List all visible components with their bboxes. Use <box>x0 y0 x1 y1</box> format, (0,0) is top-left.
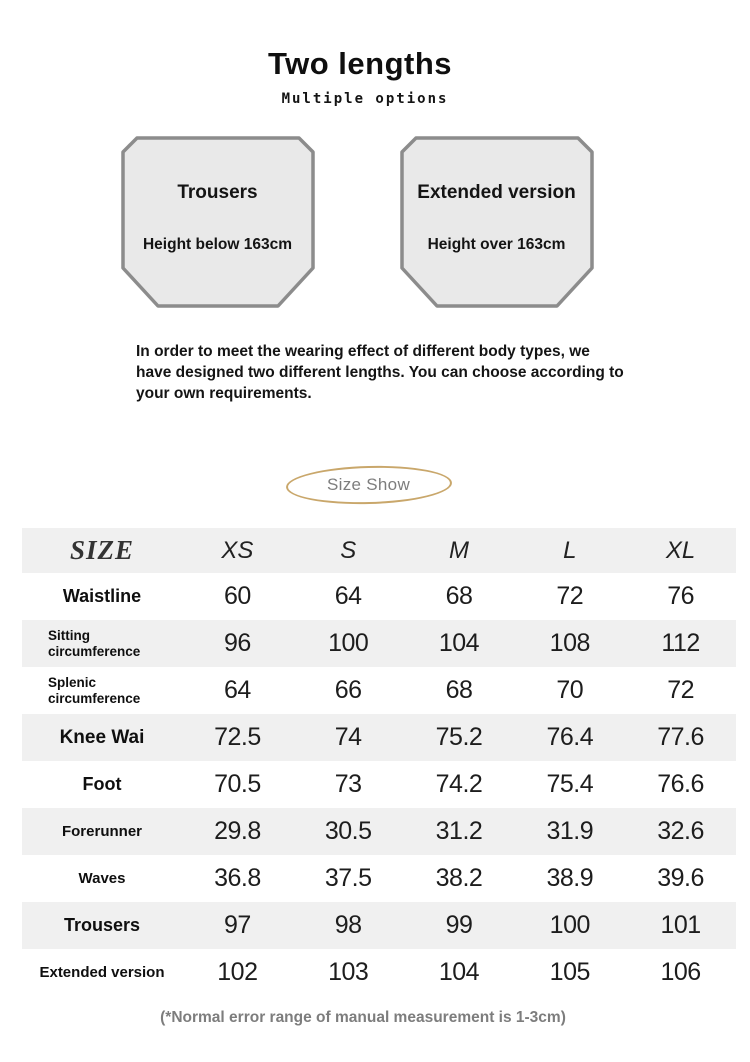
cell-value: 75.2 <box>435 723 483 751</box>
cell-value: 30.5 <box>324 817 372 845</box>
cell-value: 102 <box>217 958 258 986</box>
cell-value: 39.6 <box>657 864 704 892</box>
cell-value: 74 <box>334 723 362 751</box>
cell-value: 32.6 <box>657 817 704 845</box>
column-header-m: M <box>448 536 469 564</box>
page-title: Two lengths <box>267 46 453 81</box>
cell-value: 38.2 <box>435 864 483 892</box>
row-label: Sitting circumference <box>48 627 141 659</box>
cell-value: 75.4 <box>546 770 594 798</box>
cell-value: 103 <box>328 958 369 986</box>
row-label: Splenic circumference <box>48 674 141 706</box>
table-row-waves <box>22 855 736 902</box>
size-show-label: Size Show <box>327 475 411 494</box>
cell-value: 60 <box>223 582 251 610</box>
cell-value: 38.9 <box>546 864 594 892</box>
column-header-xs: XS <box>221 536 254 564</box>
cell-value: 72 <box>667 676 694 704</box>
cell-value: 31.9 <box>546 817 594 845</box>
cell-value: 105 <box>549 958 590 986</box>
cell-value: 108 <box>549 629 590 657</box>
row-label: Waves <box>78 869 126 887</box>
cell-value: 104 <box>438 958 480 986</box>
page-subtitle: Multiple options <box>281 91 449 107</box>
option-title: Trousers <box>177 182 258 203</box>
octagon-badge-icon <box>400 136 594 308</box>
cell-value: 77.6 <box>657 723 704 751</box>
column-header-xl: XL <box>665 536 696 564</box>
table-row-splenic-circumference <box>22 667 736 714</box>
column-header-l: L <box>563 536 577 564</box>
size-show-badge <box>286 464 453 506</box>
option-trousers <box>121 136 315 308</box>
cell-value: 29.8 <box>214 817 261 845</box>
table-row-sitting-circumference <box>22 620 736 667</box>
length-options <box>0 136 732 308</box>
measurement-footnote: (*Normal error range of manual measurement is 1-3cm) <box>160 1009 566 1026</box>
cell-value: 76.6 <box>657 770 704 798</box>
cell-value: 64 <box>334 582 362 610</box>
row-label: Knee Wai <box>59 726 145 748</box>
option-subtitle: Height over 163cm <box>427 236 566 253</box>
cell-value: 99 <box>445 911 473 939</box>
cell-value: 68 <box>445 676 473 704</box>
option-title: Extended version <box>417 182 576 203</box>
description-text: In order to meet the wearing effect of different body types, we have designed two different lengths. You can choose according to your own requirements. <box>136 343 624 402</box>
row-label: Extended version <box>39 963 165 981</box>
cell-value: 64 <box>223 676 251 704</box>
size-header-label: SIZE <box>69 535 135 565</box>
table-row-forerunner <box>22 808 736 855</box>
cell-value: 70 <box>556 676 584 704</box>
cell-value: 76.4 <box>546 723 594 751</box>
cell-value: 106 <box>660 958 701 986</box>
cell-value: 68 <box>445 582 473 610</box>
row-label: Waistline <box>62 586 142 607</box>
table-row-trousers <box>22 902 736 949</box>
cell-value: 73 <box>334 770 362 798</box>
table-row-waistline <box>22 573 736 620</box>
size-table <box>22 528 736 996</box>
cell-value: 100 <box>549 911 590 939</box>
cell-value: 36.8 <box>214 864 261 892</box>
cell-value: 104 <box>438 629 480 657</box>
table-row-extended-version <box>22 949 736 996</box>
row-label: Forerunner <box>61 822 142 840</box>
option-subtitle: Height below 163cm <box>142 236 292 253</box>
cell-value: 70.5 <box>214 770 261 798</box>
table-row-knee-wai <box>22 714 736 761</box>
octagon-badge-icon <box>121 136 315 308</box>
size-table-body <box>22 573 736 996</box>
row-label: Trousers <box>63 915 141 936</box>
cell-value: 72 <box>556 582 584 610</box>
table-row-foot <box>22 761 736 808</box>
cell-value: 66 <box>334 676 362 704</box>
cell-value: 97 <box>223 911 251 939</box>
cell-value: 37.5 <box>324 864 372 892</box>
cell-value: 100 <box>328 629 369 657</box>
cell-value: 76 <box>667 582 694 610</box>
cell-value: 101 <box>660 911 701 939</box>
cell-value: 74.2 <box>435 770 483 798</box>
cell-value: 98 <box>334 911 362 939</box>
option-extended-version <box>400 136 594 308</box>
cell-value: 96 <box>223 629 251 657</box>
size-show-section <box>0 466 744 504</box>
row-label: Foot <box>82 774 122 795</box>
cell-value: 31.2 <box>435 817 483 845</box>
cell-value: 72.5 <box>214 723 261 751</box>
cell-value: 112 <box>661 629 700 657</box>
column-header-s: S <box>340 536 357 564</box>
size-table-header-row <box>22 528 736 573</box>
